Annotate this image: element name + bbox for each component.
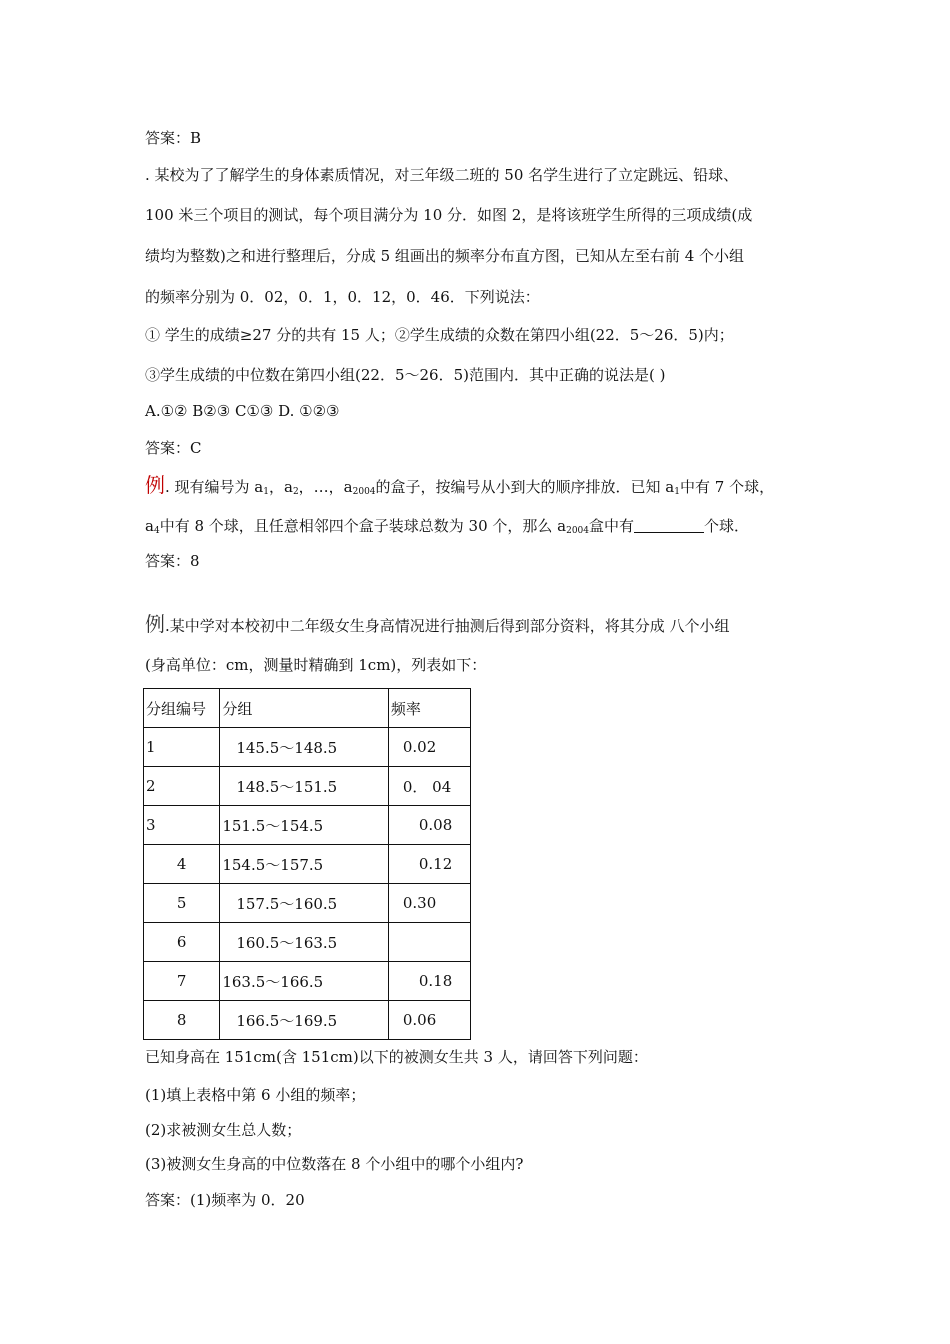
question-3-given: 已知身高在 151cm(含 151cm)以下的被测女生共 3 人，请回答下列问题：	[145, 1048, 648, 1066]
cell-group-number: 4	[144, 845, 220, 884]
question-1-line-1: . 某校为了了解学生的身体素质情况，对三年级二班的 50 名学生进行了立定跳远、铅球、	[145, 166, 739, 184]
example-mark: 例	[145, 612, 165, 636]
table-row	[144, 845, 471, 884]
cell-frequency: 0.08	[388, 806, 470, 845]
cell-group-number: 8	[144, 1001, 220, 1040]
question-2-line-2: $a_4$中有 8 个球，且任意相邻四个盒子装球总数为 30 个，那么 $a_{2004}$盒中有 个球．	[145, 517, 750, 536]
cell-frequency: 0.06	[388, 1001, 470, 1040]
table-row	[144, 806, 471, 845]
cell-frequency-empty[interactable]	[388, 923, 470, 962]
header-group: 分组	[220, 689, 389, 728]
answer-3: 答案：8	[145, 552, 200, 570]
cell-frequency: 0.02	[388, 728, 470, 767]
cell-range: 163.5～166.5	[220, 962, 389, 1001]
example-mark: 例	[145, 473, 165, 497]
frequency-table	[143, 688, 471, 1040]
cell-frequency: 0． 04	[388, 767, 470, 806]
answer-2: 答案：C	[145, 439, 202, 457]
question-3-part-3: (3)被测女生身高的中位数落在 8 个小组中的哪个小组内?	[145, 1155, 524, 1173]
cell-group-number: 5	[144, 884, 220, 923]
question-2-line-1: 例. 现有编号为 $a_1$，$a_2$，…，$a_{2004}$的盒子，按编号从小到大的顺序排放．已知 $a_1$中有 7 个球，	[145, 473, 775, 497]
cell-frequency: 0.18	[388, 962, 470, 1001]
cell-range: 160.5～163.5	[220, 923, 389, 962]
table-row	[144, 962, 471, 1001]
question-1-line-2: 100 米三个项目的测试，每个项目满分为 10 分．如图 2，是将该班学生所得的三项成绩(成	[145, 206, 753, 224]
header-group-number: 分组编号	[144, 689, 220, 728]
table-header-row	[144, 689, 471, 728]
answer-1: 答案：B	[145, 129, 202, 147]
table-row	[144, 728, 471, 767]
question-3-line-1: 例.某中学对本校初中二年级女生身高情况进行抽测后得到部分资料，将其分成 八个小组	[145, 612, 730, 636]
question-1-statement-2: ③学生成绩的中位数在第四小组(22．5～26．5)范围内．其中正确的说法是( )	[145, 366, 666, 384]
table-row	[144, 884, 471, 923]
question-1-line-4: 的频率分别为 0．02，0．1，0．12，0．46．下列说法：	[145, 288, 540, 306]
cell-range: 148.5～151.5	[220, 767, 389, 806]
question-1-line-3: 绩均为整数)之和进行整理后，分成 5 组画出的频率分布直方图，已知从左至右前 4 个小组	[145, 247, 745, 265]
question-3-line-2: (身高单位：cm，测量时精确到 1cm)，列表如下：	[145, 656, 487, 674]
question-1-options: A.①② B②③ C①③ D. ①②③	[145, 402, 340, 420]
question-1-statement-1: ① 学生的成绩≥27 分的共有 15 人；②学生成绩的众数在第四小组(22．5～26．5)内；	[145, 326, 734, 344]
cell-range: 151.5～154.5	[220, 806, 389, 845]
answer-4: 答案：(1)频率为 0．20	[145, 1191, 305, 1209]
table-row	[144, 923, 471, 962]
cell-range: 166.5～169.5	[220, 1001, 389, 1040]
cell-group-number: 3	[144, 806, 220, 845]
table-row	[144, 1001, 471, 1040]
header-frequency: 频率	[388, 689, 470, 728]
cell-group-number: 7	[144, 962, 220, 1001]
cell-range: 145.5～148.5	[220, 728, 389, 767]
cell-frequency: 0.12	[388, 845, 470, 884]
cell-range: 154.5～157.5	[220, 845, 389, 884]
cell-group-number: 2	[144, 767, 220, 806]
table-row	[144, 767, 471, 806]
question-3-part-2: (2)求被测女生总人数；	[145, 1121, 302, 1139]
cell-group-number: 1	[144, 728, 220, 767]
cell-frequency: 0.30	[388, 884, 470, 923]
question-3-part-1: (1)填上表格中第 6 小组的频率；	[145, 1086, 366, 1104]
cell-range: 157.5～160.5	[220, 884, 389, 923]
cell-group-number: 6	[144, 923, 220, 962]
answer-blank	[634, 518, 704, 533]
